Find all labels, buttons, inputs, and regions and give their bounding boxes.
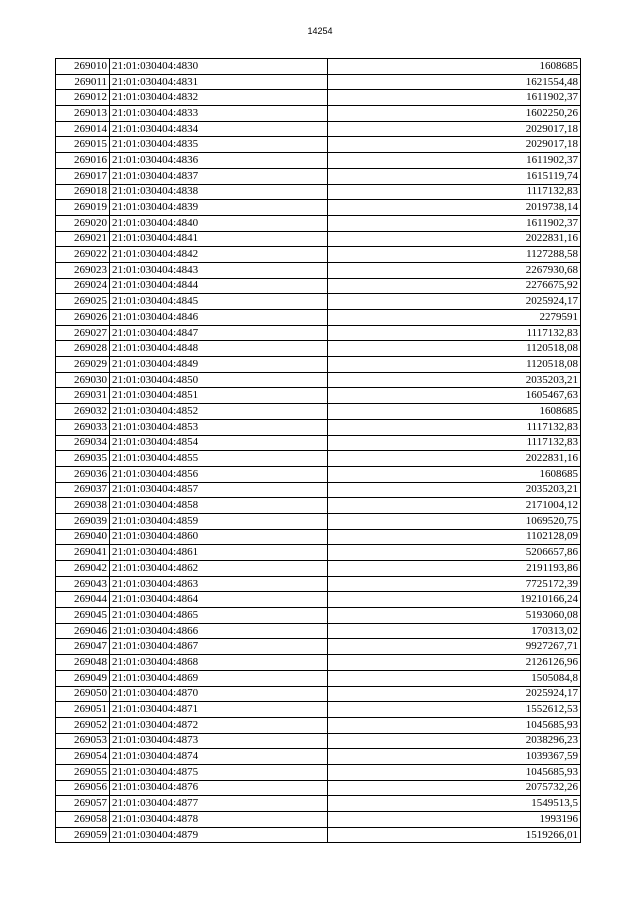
table-row [56, 780, 581, 796]
row-number-cell: 269049 [56, 670, 110, 686]
table-row [56, 278, 581, 294]
table-body [56, 59, 581, 843]
cadastral-value-cell: 1605467,63 [328, 388, 581, 404]
row-number-cell: 269043 [56, 576, 110, 592]
table-row [56, 482, 581, 498]
table-row [56, 231, 581, 247]
cadastral-number-cell: 21:01:030404:4877 [110, 796, 328, 812]
row-number-cell: 269018 [56, 184, 110, 200]
table-row [56, 168, 581, 184]
cadastral-number-cell: 21:01:030404:4840 [110, 215, 328, 231]
row-number-cell: 269011 [56, 74, 110, 90]
cadastral-value-cell: 1045685,93 [328, 717, 581, 733]
table-row [56, 561, 581, 577]
cadastral-value-cell: 1608685 [328, 59, 581, 75]
cadastral-number-cell: 21:01:030404:4865 [110, 608, 328, 624]
cadastral-number-cell: 21:01:030404:4857 [110, 482, 328, 498]
row-number-cell: 269029 [56, 357, 110, 373]
table-row [56, 200, 581, 216]
row-number-cell: 269047 [56, 639, 110, 655]
cadastral-value-cell: 19210166,24 [328, 592, 581, 608]
table-row [56, 74, 581, 90]
cadastral-value-cell: 2029017,18 [328, 137, 581, 153]
table-row [56, 639, 581, 655]
table-row [56, 357, 581, 373]
cadastral-value-cell: 2025924,17 [328, 686, 581, 702]
table-row [56, 404, 581, 420]
cadastral-value-cell: 2038296,23 [328, 733, 581, 749]
row-number-cell: 269056 [56, 780, 110, 796]
cadastral-value-cell: 1611902,37 [328, 153, 581, 169]
cadastral-value-cell: 5193060,08 [328, 608, 581, 624]
table-row [56, 764, 581, 780]
table-row [56, 592, 581, 608]
row-number-cell: 269058 [56, 812, 110, 828]
row-number-cell: 269054 [56, 749, 110, 765]
table-row [56, 670, 581, 686]
row-number-cell: 269052 [56, 717, 110, 733]
cadastral-number-cell: 21:01:030404:4838 [110, 184, 328, 200]
table-row [56, 90, 581, 106]
cadastral-value-cell: 2019738,14 [328, 200, 581, 216]
cadastral-number-cell: 21:01:030404:4862 [110, 561, 328, 577]
cadastral-number-cell: 21:01:030404:4855 [110, 451, 328, 467]
row-number-cell: 269014 [56, 121, 110, 137]
row-number-cell: 269040 [56, 529, 110, 545]
cadastral-number-cell: 21:01:030404:4843 [110, 262, 328, 278]
cadastral-value-cell: 1519266,01 [328, 827, 581, 843]
table-row [56, 623, 581, 639]
cadastral-value-cell: 1102128,09 [328, 529, 581, 545]
table-row [56, 106, 581, 122]
cadastral-value-cell: 2035203,21 [328, 372, 581, 388]
table-row [56, 137, 581, 153]
cadastral-value-cell: 2171004,12 [328, 498, 581, 514]
cadastral-value-cell: 2267930,68 [328, 262, 581, 278]
cadastral-value-cell: 1608685 [328, 404, 581, 420]
table-row [56, 466, 581, 482]
table-row [56, 796, 581, 812]
table-row [56, 827, 581, 843]
row-number-cell: 269010 [56, 59, 110, 75]
cadastral-value-cell: 1549513,5 [328, 796, 581, 812]
cadastral-number-cell: 21:01:030404:4851 [110, 388, 328, 404]
cadastral-number-cell: 21:01:030404:4835 [110, 137, 328, 153]
table-row [56, 498, 581, 514]
cadastral-number-cell: 21:01:030404:4868 [110, 655, 328, 671]
table-row [56, 717, 581, 733]
cadastral-value-cell: 5206657,86 [328, 545, 581, 561]
cadastral-value-cell: 2279591 [328, 310, 581, 326]
cadastral-value-cell: 1621554,48 [328, 74, 581, 90]
row-number-cell: 269039 [56, 513, 110, 529]
table-row [56, 325, 581, 341]
cadastral-value-cell: 2025924,17 [328, 294, 581, 310]
cadastral-value-cell: 1120518,08 [328, 341, 581, 357]
row-number-cell: 269059 [56, 827, 110, 843]
cadastral-number-cell: 21:01:030404:4845 [110, 294, 328, 310]
row-number-cell: 269025 [56, 294, 110, 310]
table-row [56, 184, 581, 200]
cadastral-number-cell: 21:01:030404:4860 [110, 529, 328, 545]
table-row [56, 686, 581, 702]
cadastral-number-cell: 21:01:030404:4869 [110, 670, 328, 686]
table-row [56, 341, 581, 357]
row-number-cell: 269045 [56, 608, 110, 624]
cadastral-value-cell: 9927267,71 [328, 639, 581, 655]
cadastral-value-cell: 7725172,39 [328, 576, 581, 592]
cadastral-value-cell: 1120518,08 [328, 357, 581, 373]
cadastral-value-cell: 1117132,83 [328, 184, 581, 200]
row-number-cell: 269032 [56, 404, 110, 420]
row-number-cell: 269046 [56, 623, 110, 639]
cadastral-value-cell: 2022831,16 [328, 451, 581, 467]
cadastral-value-cell: 1611902,37 [328, 90, 581, 106]
row-number-cell: 269019 [56, 200, 110, 216]
cadastral-number-cell: 21:01:030404:4874 [110, 749, 328, 765]
cadastral-value-cell: 1069520,75 [328, 513, 581, 529]
table-row [56, 451, 581, 467]
table-row [56, 655, 581, 671]
row-number-cell: 269017 [56, 168, 110, 184]
table-row [56, 513, 581, 529]
cadastral-value-cell: 1611902,37 [328, 215, 581, 231]
cadastral-value-cell: 1608685 [328, 466, 581, 482]
cadastral-number-cell: 21:01:030404:4859 [110, 513, 328, 529]
row-number-cell: 269034 [56, 435, 110, 451]
cadastral-number-cell: 21:01:030404:4864 [110, 592, 328, 608]
cadastral-value-cell: 1602250,26 [328, 106, 581, 122]
table-row [56, 388, 581, 404]
cadastral-number-cell: 21:01:030404:4856 [110, 466, 328, 482]
row-number-cell: 269035 [56, 451, 110, 467]
row-number-cell: 269023 [56, 262, 110, 278]
cadastral-number-cell: 21:01:030404:4846 [110, 310, 328, 326]
row-number-cell: 269024 [56, 278, 110, 294]
cadastral-number-cell: 21:01:030404:4875 [110, 764, 328, 780]
table-row [56, 419, 581, 435]
table-row [56, 215, 581, 231]
cadastral-value-cell: 1615119,74 [328, 168, 581, 184]
cadastral-value-cell: 2126126,96 [328, 655, 581, 671]
cadastral-number-cell: 21:01:030404:4850 [110, 372, 328, 388]
row-number-cell: 269050 [56, 686, 110, 702]
cadastral-number-cell: 21:01:030404:4861 [110, 545, 328, 561]
table-row [56, 262, 581, 278]
cadastral-number-cell: 21:01:030404:4871 [110, 702, 328, 718]
row-number-cell: 269055 [56, 764, 110, 780]
table-row [56, 733, 581, 749]
cadastral-number-cell: 21:01:030404:4878 [110, 812, 328, 828]
cadastral-number-cell: 21:01:030404:4832 [110, 90, 328, 106]
row-number-cell: 269016 [56, 153, 110, 169]
row-number-cell: 269044 [56, 592, 110, 608]
cadastral-number-cell: 21:01:030404:4847 [110, 325, 328, 341]
cadastral-number-cell: 21:01:030404:4854 [110, 435, 328, 451]
cadastral-number-cell: 21:01:030404:4848 [110, 341, 328, 357]
row-number-cell: 269021 [56, 231, 110, 247]
row-number-cell: 269041 [56, 545, 110, 561]
cadastral-value-cell: 1505084,8 [328, 670, 581, 686]
row-number-cell: 269037 [56, 482, 110, 498]
cadastral-number-cell: 21:01:030404:4837 [110, 168, 328, 184]
cadastral-number-cell: 21:01:030404:4876 [110, 780, 328, 796]
cadastral-value-cell: 2075732,26 [328, 780, 581, 796]
cadastral-value-cell: 2029017,18 [328, 121, 581, 137]
cadastral-number-cell: 21:01:030404:4873 [110, 733, 328, 749]
cadastral-value-cell: 2191193,86 [328, 561, 581, 577]
table-row [56, 812, 581, 828]
row-number-cell: 269022 [56, 247, 110, 263]
table-row [56, 121, 581, 137]
row-number-cell: 269031 [56, 388, 110, 404]
cadastral-value-cell: 2022831,16 [328, 231, 581, 247]
cadastral-number-cell: 21:01:030404:4870 [110, 686, 328, 702]
cadastral-number-cell: 21:01:030404:4863 [110, 576, 328, 592]
cadastral-value-cell: 1117132,83 [328, 435, 581, 451]
cadastral-number-cell: 21:01:030404:4853 [110, 419, 328, 435]
cadastral-value-cell: 1127288,58 [328, 247, 581, 263]
cadastral-value-table [55, 58, 581, 843]
table-row [56, 545, 581, 561]
row-number-cell: 269020 [56, 215, 110, 231]
table-row [56, 435, 581, 451]
cadastral-number-cell: 21:01:030404:4830 [110, 59, 328, 75]
row-number-cell: 269051 [56, 702, 110, 718]
row-number-cell: 269030 [56, 372, 110, 388]
table-row [56, 702, 581, 718]
cadastral-number-cell: 21:01:030404:4831 [110, 74, 328, 90]
cadastral-number-cell: 21:01:030404:4841 [110, 231, 328, 247]
cadastral-value-cell: 1993196 [328, 812, 581, 828]
page-number: 14254 [307, 26, 333, 36]
table-row [56, 529, 581, 545]
cadastral-number-cell: 21:01:030404:4872 [110, 717, 328, 733]
table-row [56, 247, 581, 263]
table-row [56, 749, 581, 765]
cadastral-number-cell: 21:01:030404:4836 [110, 153, 328, 169]
cadastral-value-cell: 1117132,83 [328, 419, 581, 435]
row-number-cell: 269015 [56, 137, 110, 153]
row-number-cell: 269036 [56, 466, 110, 482]
cadastral-number-cell: 21:01:030404:4867 [110, 639, 328, 655]
cadastral-number-cell: 21:01:030404:4834 [110, 121, 328, 137]
row-number-cell: 269028 [56, 341, 110, 357]
cadastral-number-cell: 21:01:030404:4842 [110, 247, 328, 263]
cadastral-value-cell: 2276675,92 [328, 278, 581, 294]
cadastral-value-cell: 1117132,83 [328, 325, 581, 341]
row-number-cell: 269033 [56, 419, 110, 435]
cadastral-number-cell: 21:01:030404:4852 [110, 404, 328, 420]
cadastral-number-cell: 21:01:030404:4844 [110, 278, 328, 294]
row-number-cell: 269013 [56, 106, 110, 122]
cadastral-value-cell: 1045685,93 [328, 764, 581, 780]
row-number-cell: 269012 [56, 90, 110, 106]
cadastral-number-cell: 21:01:030404:4833 [110, 106, 328, 122]
row-number-cell: 269026 [56, 310, 110, 326]
cadastral-value-cell: 1039367,59 [328, 749, 581, 765]
cadastral-number-cell: 21:01:030404:4839 [110, 200, 328, 216]
row-number-cell: 269048 [56, 655, 110, 671]
table-row [56, 294, 581, 310]
row-number-cell: 269027 [56, 325, 110, 341]
table-row [56, 576, 581, 592]
cadastral-number-cell: 21:01:030404:4849 [110, 357, 328, 373]
table-row [56, 608, 581, 624]
cadastral-number-cell: 21:01:030404:4858 [110, 498, 328, 514]
row-number-cell: 269057 [56, 796, 110, 812]
cadastral-number-cell: 21:01:030404:4879 [110, 827, 328, 843]
table-row [56, 59, 581, 75]
cadastral-value-cell: 170313,02 [328, 623, 581, 639]
row-number-cell: 269038 [56, 498, 110, 514]
cadastral-value-cell: 2035203,21 [328, 482, 581, 498]
table-row [56, 372, 581, 388]
row-number-cell: 269042 [56, 561, 110, 577]
table-row [56, 153, 581, 169]
cadastral-number-cell: 21:01:030404:4866 [110, 623, 328, 639]
row-number-cell: 269053 [56, 733, 110, 749]
cadastral-value-cell: 1552612,53 [328, 702, 581, 718]
table-row [56, 310, 581, 326]
